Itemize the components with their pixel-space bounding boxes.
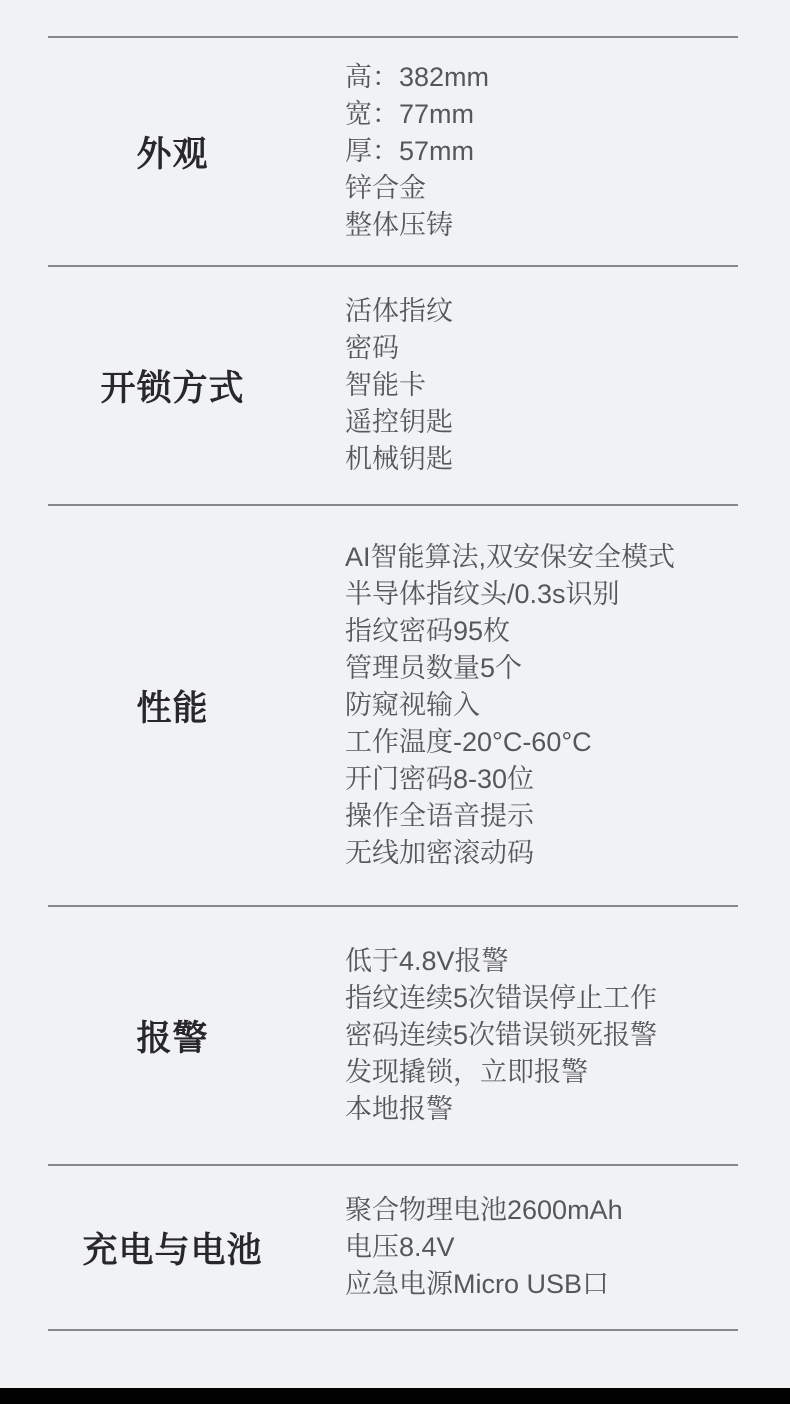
spec-value-admin-count: 管理员数量5个 [345, 653, 523, 683]
section-performance-values [345, 539, 790, 872]
spec-value-voice-prompt: 操作全语音提示 [345, 801, 534, 831]
section-performance-label-column [0, 539, 345, 872]
section-performance-label: 性能 [136, 688, 209, 728]
spec-value-emergency-power: 应急电源Micro USB口 [345, 1269, 610, 1299]
spec-value-width: 宽：77mm [345, 99, 475, 129]
spec-value-thickness: 厚：57mm [345, 136, 475, 166]
section-charging-battery [0, 1166, 790, 1329]
spec-value-fingerprint: 活体指纹 [345, 296, 453, 326]
section-appearance-label: 外观 [136, 134, 209, 174]
spec-value-low-voltage-alarm: 低于4.8V报警 [345, 946, 509, 976]
spec-value-smart-card: 智能卡 [345, 370, 426, 400]
spec-value-battery-capacity: 聚合物理电池2600mAh [345, 1195, 623, 1225]
spec-value-anti-peep: 防窥视输入 [345, 690, 480, 720]
spec-value-working-temperature: 工作温度-20°C-60°C [345, 727, 592, 757]
section-alarm-label-column [0, 943, 345, 1128]
section-unlock-methods [0, 267, 790, 504]
spec-value-password: 密码 [345, 333, 399, 363]
spec-value-password-length: 开门密码8-30位 [345, 764, 535, 794]
section-charging-battery-values [345, 1192, 790, 1303]
spec-value-password-error: 密码连续5次错误锁死报警 [345, 1020, 658, 1050]
spec-value-ai-algorithm: AI智能算法,双安保安全模式 [345, 542, 676, 572]
section-charging-battery-label-column [0, 1192, 345, 1303]
spec-value-remote-key: 遥控钥匙 [345, 407, 453, 437]
spec-value-fingerprint-capacity: 指纹密码95枚 [345, 616, 511, 646]
spec-value-material: 锌合金 [345, 173, 426, 203]
section-charging-battery-label: 充电与电池 [82, 1230, 263, 1270]
section-unlock-methods-label-column [0, 293, 345, 478]
section-unlock-methods-label: 开锁方式 [100, 368, 245, 408]
section-unlock-methods-values [345, 293, 790, 478]
spec-value-local-alarm: 本地报警 [345, 1094, 453, 1124]
spec-value-fingerprint-error: 指纹连续5次错误停止工作 [345, 983, 658, 1013]
spec-value-rolling-code: 无线加密滚动码 [345, 838, 534, 868]
spec-value-voltage: 电压8.4V [345, 1232, 455, 1262]
bottom-bar [0, 1388, 790, 1404]
spec-value-height: 高：382mm [345, 62, 490, 92]
section-alarm-values [345, 943, 790, 1128]
section-alarm [0, 907, 790, 1164]
spec-value-sensor: 半导体指纹头/0.3s识别 [345, 579, 620, 609]
spec-value-mechanical-key: 机械钥匙 [345, 444, 453, 474]
section-alarm-label: 报警 [136, 1018, 209, 1058]
spec-value-casting: 整体压铸 [345, 210, 453, 240]
section-performance [0, 506, 790, 905]
spec-value-tamper-alarm: 发现撬锁，立即报警 [345, 1057, 588, 1087]
section-appearance-label-column [0, 59, 345, 244]
divider [48, 1329, 738, 1331]
section-appearance-values [345, 59, 790, 244]
section-appearance [0, 38, 790, 265]
